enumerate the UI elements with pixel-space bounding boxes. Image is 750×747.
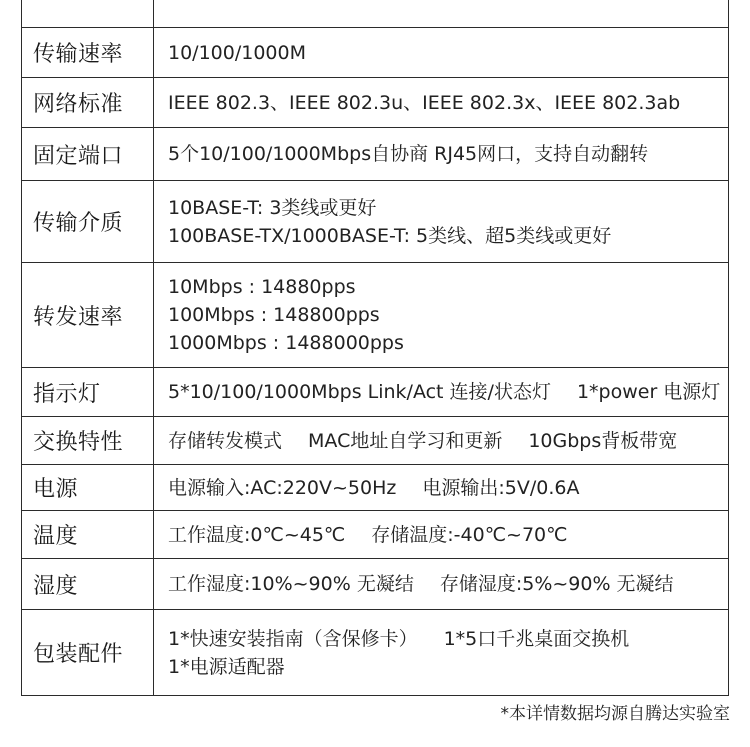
- spec-value-segment: 存储转发模式: [168, 429, 283, 452]
- spec-value: [154, 559, 729, 610]
- spec-value-segment: 1000Mbps : 1488000pps: [168, 332, 404, 354]
- spec-value-segment: MAC地址自学习和更新: [308, 429, 503, 452]
- spec-row: [22, 417, 729, 465]
- footnote: *本详情数据均源自腾达实验室: [500, 704, 730, 724]
- spec-value: [154, 28, 729, 78]
- spec-row: [22, 181, 729, 263]
- spec-value: [154, 511, 729, 559]
- spec-value-segment: 10/100/1000M: [168, 41, 306, 64]
- spec-value-segment: 1*5口千兆桌面交换机: [443, 627, 630, 650]
- spec-label: 转发速率: [22, 263, 154, 368]
- spec-label: [22, 0, 154, 28]
- spec-value: [154, 417, 729, 465]
- spec-value-segment: 存储温度:-40℃~70℃: [371, 523, 568, 546]
- spec-value: [154, 181, 729, 263]
- spec-value-segment: 10Mbps : 14880pps: [168, 276, 356, 298]
- spec-value: [154, 368, 729, 417]
- spec-label: 湿度: [22, 559, 154, 610]
- spec-row: [22, 368, 729, 417]
- spec-row: [22, 28, 729, 78]
- spec-value-segment: 5个10/100/1000Mbps自协商 RJ45网口，支持自动翻转: [168, 143, 649, 165]
- spec-value-line: [168, 273, 728, 301]
- spec-label: 固定端口: [22, 128, 154, 181]
- spec-value-line: [168, 301, 728, 329]
- spec-label: 传输速率: [22, 28, 154, 78]
- spec-table: [21, 0, 729, 696]
- spec-row: [22, 78, 729, 128]
- spec-value: [154, 0, 729, 28]
- spec-value-segment: 工作温度:0℃~45℃: [168, 523, 346, 546]
- spec-value: [154, 78, 729, 128]
- spec-label: 温度: [22, 511, 154, 559]
- spec-value-segment: 电源输入:AC:220V~50Hz: [168, 476, 397, 499]
- spec-value: [154, 263, 729, 368]
- spec-table-body: [22, 0, 729, 696]
- spec-row: [22, 559, 729, 610]
- spec-row: [22, 511, 729, 559]
- spec-value-line: [168, 625, 728, 653]
- spec-value-segment: 100BASE-TX/1000BASE-T: 5类线、超5类线或更好: [168, 224, 612, 247]
- spec-value-segment: 工作湿度:10%~90% 无凝结: [168, 573, 414, 595]
- spec-label: 交换特性: [22, 417, 154, 465]
- spec-value-line: [168, 427, 728, 455]
- spec-label: 电源: [22, 465, 154, 511]
- spec-value-segment: 10Gbps背板带宽: [528, 429, 678, 452]
- spec-label: 传输介质: [22, 181, 154, 263]
- spec-value-line: [168, 222, 728, 250]
- spec-label: 网络标准: [22, 78, 154, 128]
- spec-value-segment: 1*电源适配器: [168, 655, 285, 678]
- spec-value-segment: 100Mbps : 148800pps: [168, 304, 380, 326]
- spec-value: [154, 465, 729, 511]
- spec-value-line: [168, 653, 728, 681]
- spec-value-segment: 1*快速安装指南（含保修卡）: [168, 627, 418, 650]
- spec-value-line: [168, 521, 728, 549]
- spec-value-segment: 电源输出:5V/0.6A: [422, 476, 580, 499]
- spec-value-line: [168, 194, 728, 222]
- spec-row: [22, 610, 729, 696]
- spec-value-line: [168, 39, 728, 67]
- spec-value: [154, 610, 729, 696]
- spec-row: [22, 0, 729, 28]
- spec-value-line: [168, 89, 728, 117]
- spec-value-line: [168, 570, 728, 598]
- spec-label: 包装配件: [22, 610, 154, 696]
- spec-value-line: [168, 474, 728, 502]
- spec-value-segment: 5*10/100/1000Mbps Link/Act 连接/状态灯: [168, 381, 551, 403]
- spec-value-line: [168, 378, 728, 406]
- spec-row: [22, 465, 729, 511]
- spec-value: [154, 128, 729, 181]
- spec-value-line: [168, 140, 728, 168]
- spec-value-line: [168, 0, 728, 27]
- spec-row: [22, 128, 729, 181]
- spec-value-line: [168, 329, 728, 357]
- spec-value-segment: 存储湿度:5%~90% 无凝结: [439, 573, 674, 595]
- spec-value-segment: 10BASE-T: 3类线或更好: [168, 196, 377, 219]
- spec-value-segment: 1*power 电源灯: [576, 381, 721, 403]
- spec-label: 指示灯: [22, 368, 154, 417]
- spec-value-segment: IEEE 802.3、IEEE 802.3u、IEEE 802.3x、IEEE 802.3ab: [168, 91, 681, 114]
- spec-row: [22, 263, 729, 368]
